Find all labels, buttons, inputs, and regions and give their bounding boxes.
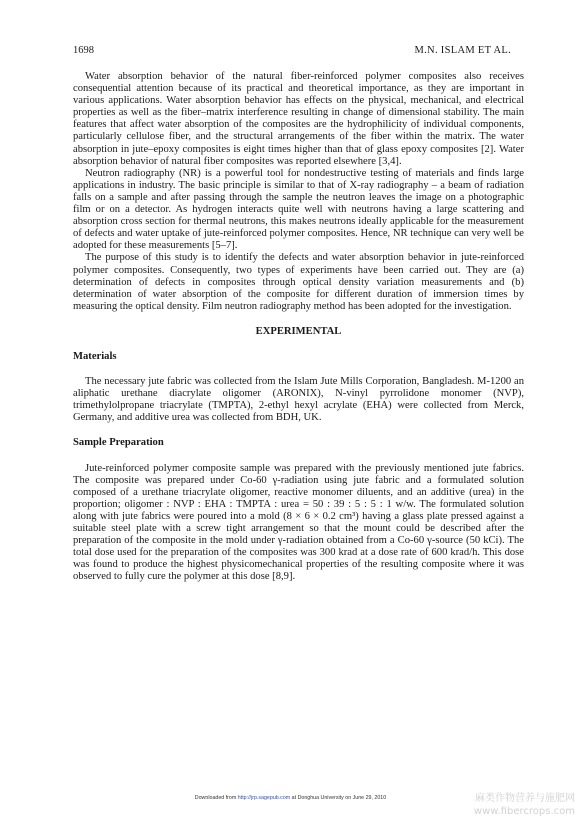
- page-header: [73, 45, 511, 59]
- footer-suffix: at Donghua University on June 29, 2010: [290, 795, 387, 801]
- spacer: [73, 363, 524, 376]
- subheading-sample-preparation: Sample Preparation: [73, 437, 164, 449]
- paragraph-water-absorption: Water absorption behavior of the natural fiber-reinforced polymer composites also receives consequential attention because of its practical and theoretical importance, as they are important in various applications. Water absorption behavior has effects on the physical, mechanical, and electrical properties as well as the fiber–matrix interference resulting in change of dimensional stability. The main features that affect water absorption of the composites are the hydrophilicity of individual components, particularly cellulose fiber, and the structural arrangements of the fiber within the matrix. The water absorption in jute–epoxy composites is eight times higher than that of glass epoxy composites [2]. Water absorption behavior of natural fiber composites was reported elsewhere [3,4].: [73, 71, 524, 167]
- paragraph-neutron-radiography: Neutron radiography (NR) is a powerful tool for nondestructive testing of materials and finds large applications in industry. The basic principle is similar to that of X-ray radiography – a beam of radiation falls on a sample and after passing through the sample the neutron leaves the image on a photographic film or on a detector. As hydrogen interacts quite well with neutrons having a large scattering and absorption cross section for thermal neutrons, this makes neutrons ideally applicable for the measurement of defects and water uptake of jute-reinforced polymer composites. Hence, NR technique can very well be adopted for these measurements [5–7].: [73, 167, 524, 252]
- article-body: [73, 71, 524, 583]
- spacer: [73, 424, 524, 437]
- spacer: [73, 450, 524, 463]
- footer-prefix: Downloaded from: [194, 795, 238, 801]
- paragraph-materials: The necessary jute fabric was collected from the Islam Jute Mills Corporation, Bangladesh. M-1200 an aliphatic urethane diacrylate oligomer (ARONIX), N-vinyl pyrrolidone monomer (NVP), trimethylolpropane triacrylate (TMPTA), 2-ethyl hexyl acrylate (EHA) were collected from Merck, Germany, and additive urea was collected from BDH, UK.: [73, 376, 524, 424]
- spacer: [73, 338, 524, 351]
- watermark-url: www.fibercrops.com: [473, 806, 575, 817]
- paragraph-purpose: The purpose of this study is to identify the defects and water absorption behavior in jute-reinforced polymer composites. Consequently, two types of experiments have been carried out. They are (a) determination of defects in composites through optical density variation measurements and (b) determination of water absorption of the composite for different duration of immersion times by measuring the optical density. Film neutron radiography method has been adopted for the investigation.: [73, 252, 524, 312]
- watermark-site-name: 麻类作物营养与施肥网: [475, 793, 575, 804]
- page-number: 1698: [73, 45, 94, 56]
- watermark: [474, 792, 575, 818]
- paragraph-sample-preparation: Jute-reinforced polymer composite sample was prepared with the previously mentioned jute fabrics. The composite was prepared under Co-60 γ-radiation using jute fabric and a formulated solution composed of a urethane triacrylate oligomer, reactive monomer diluents, and an additive (urea) in the proportion; oligomer : NVP : EHA : TMPTA : urea = 50 : 39 : 5 : 5 : 1 w/w. The formulated solution along with jute fabrics were poured into a mold (8 × 6 × 0.2 cm³) having a glass plate pressed against a suitable steel plate with a screw tight arrangement so that the mount could be described after the preparation of the composite in the mold under γ-radiation obtained from a Co-60 γ-source (50 kCi). The total dose used for the preparation of the composites was 300 krad at a dose rate of 600 krad/h. This dose was found to produce the highest physicomechanical properties of the resulting composite where it was observed to fully cure the polymer at this dose [8,9].: [73, 462, 524, 583]
- subheading-materials: Materials: [73, 350, 117, 362]
- running-head: M.N. ISLAM ET AL.: [414, 45, 511, 56]
- spacer: [73, 313, 524, 326]
- section-heading-experimental: EXPERIMENTAL: [255, 325, 342, 337]
- footer-link[interactable]: http://jrp.sagepub.com: [237, 795, 291, 801]
